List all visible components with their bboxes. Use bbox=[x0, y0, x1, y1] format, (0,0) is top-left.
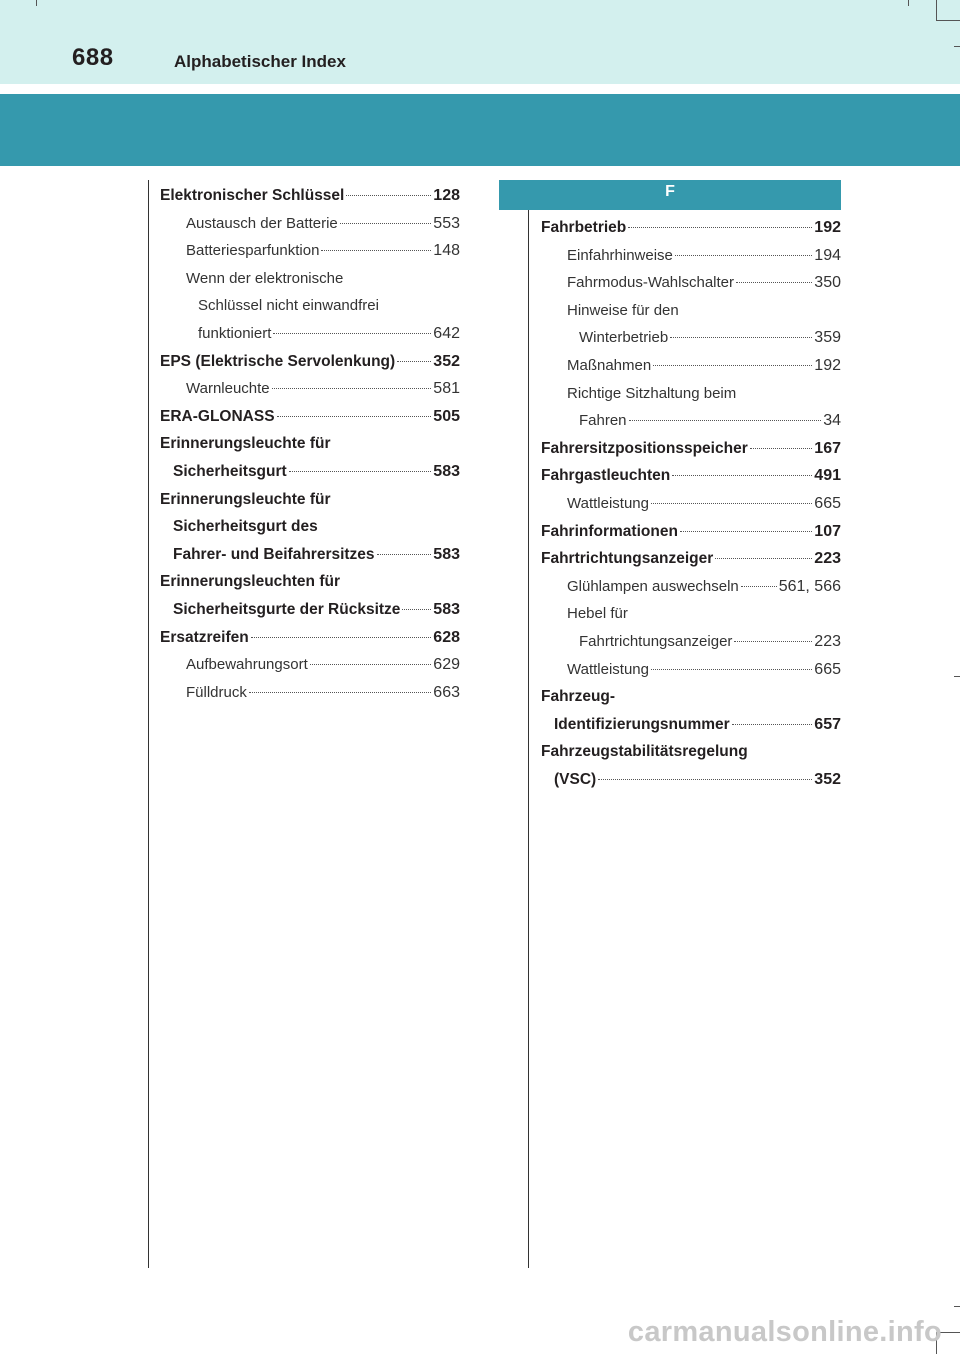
index-entry-label: Batteriesparfunktion bbox=[186, 242, 320, 260]
dot-leader bbox=[672, 462, 812, 476]
dot-leader bbox=[715, 545, 812, 559]
index-entry-label: Winterbetrieb bbox=[579, 329, 669, 347]
index-entry-label: Fahrtrichtungsanzeiger bbox=[541, 550, 714, 568]
dot-leader bbox=[340, 210, 432, 224]
crop-mark bbox=[908, 0, 909, 6]
index-entry-page[interactable]: 629 bbox=[433, 656, 460, 674]
index-entry-page[interactable]: 192 bbox=[814, 356, 841, 374]
index-entry bbox=[541, 518, 841, 546]
index-entry bbox=[541, 766, 841, 794]
section-title: Alphabetischer Index bbox=[174, 52, 346, 71]
letter-heading: F bbox=[499, 180, 841, 210]
index-entry-label: Fahrmodus-Wahlschalter bbox=[567, 274, 734, 292]
index-entry-label: Erinnerungsleuchte für bbox=[160, 435, 331, 453]
dot-leader bbox=[598, 766, 812, 780]
index-entry-page[interactable]: 583 bbox=[433, 545, 460, 563]
index-entry-page[interactable]: 359 bbox=[814, 329, 841, 347]
index-entry-label: Fahrersitzpositionsspeicher bbox=[541, 439, 748, 457]
index-entry-label: Sicherheitsgurt des bbox=[173, 518, 318, 536]
index-entry-page[interactable]: 352 bbox=[814, 770, 841, 788]
index-entry bbox=[541, 214, 841, 242]
index-entry-label: Wenn der elektronische bbox=[186, 269, 344, 287]
index-entry-label: ERA-GLONASS bbox=[160, 407, 275, 425]
index-entry-label: (VSC) bbox=[554, 770, 597, 788]
index-entry-label: Einfahrhinweise bbox=[567, 246, 673, 264]
index-entry-label: funktioniert bbox=[198, 324, 272, 342]
index-entry-page[interactable]: 167 bbox=[814, 439, 841, 457]
index-column-right bbox=[541, 214, 841, 793]
dot-leader bbox=[651, 490, 812, 504]
dot-leader bbox=[651, 656, 812, 670]
index-entry bbox=[541, 683, 841, 711]
index-entry-page[interactable]: 553 bbox=[433, 214, 460, 232]
dot-leader bbox=[653, 352, 812, 366]
index-entry-label: Austausch der Batterie bbox=[186, 214, 338, 232]
index-entry bbox=[160, 486, 460, 514]
index-entry-label: Fahren bbox=[579, 412, 627, 430]
index-entry-label: Fülldruck bbox=[186, 683, 247, 701]
index-entry bbox=[160, 651, 460, 679]
index-entry bbox=[541, 435, 841, 463]
index-entry-label: Fahrbetrieb bbox=[541, 219, 627, 236]
center-column-rule bbox=[528, 180, 529, 1268]
dot-leader bbox=[734, 628, 812, 642]
index-entry-label: Erinnerungsleuchten für bbox=[160, 573, 340, 591]
dot-leader bbox=[670, 324, 812, 338]
crop-mark bbox=[954, 46, 960, 47]
index-entry-page[interactable]: 665 bbox=[814, 660, 841, 678]
crop-mark bbox=[936, 20, 960, 21]
index-entry bbox=[160, 237, 460, 265]
index-entry bbox=[541, 352, 841, 380]
index-entry-label: Hinweise für den bbox=[567, 301, 679, 319]
dot-leader bbox=[628, 214, 812, 228]
index-entry bbox=[541, 380, 841, 408]
dot-leader bbox=[402, 596, 431, 610]
index-entry bbox=[160, 375, 460, 403]
index-entry-label: Fahrzeugstabilitätsregelung bbox=[541, 743, 748, 761]
index-entry-page[interactable]: 491 bbox=[814, 467, 841, 485]
index-entry bbox=[541, 656, 841, 684]
dot-leader bbox=[346, 182, 431, 196]
index-entry bbox=[160, 182, 460, 210]
index-entry-page[interactable]: 194 bbox=[814, 246, 841, 264]
dot-leader bbox=[277, 403, 432, 417]
index-entry-label: Wattleistung bbox=[567, 660, 649, 678]
index-entry bbox=[160, 458, 460, 486]
index-entry-page[interactable]: 583 bbox=[433, 600, 460, 618]
dot-leader bbox=[272, 375, 432, 389]
crop-mark bbox=[36, 0, 37, 6]
index-entry bbox=[160, 679, 460, 707]
index-entry-page[interactable]: 148 bbox=[433, 242, 460, 260]
index-entry-label: Hebel für bbox=[567, 605, 628, 623]
dot-leader bbox=[289, 458, 432, 472]
dot-leader bbox=[249, 679, 431, 693]
dot-leader bbox=[732, 711, 813, 725]
index-entry-label: Aufbewahrungsort bbox=[186, 656, 308, 674]
index-entry bbox=[160, 320, 460, 348]
index-entry bbox=[160, 265, 460, 293]
index-entry bbox=[541, 324, 841, 352]
index-entry-label: Wattleistung bbox=[567, 494, 649, 512]
dot-leader bbox=[251, 624, 432, 638]
index-entry bbox=[541, 462, 841, 490]
index-entry bbox=[541, 407, 841, 435]
index-entry bbox=[541, 242, 841, 270]
index-entry-page[interactable]: 628 bbox=[433, 628, 460, 646]
crop-mark bbox=[954, 1306, 960, 1307]
index-entry-label: Ersatzreifen bbox=[160, 628, 249, 646]
index-entry-label: Elektronischer Schlüssel bbox=[160, 187, 345, 204]
index-entry bbox=[160, 596, 460, 624]
index-entry-page[interactable]: 663 bbox=[433, 683, 460, 701]
index-entry-label: Sicherheitsgurt bbox=[173, 462, 287, 480]
index-entry-page[interactable]: 192 bbox=[814, 219, 841, 236]
index-entry-page[interactable]: 34 bbox=[823, 412, 841, 430]
index-entry-page[interactable]: 561, 566 bbox=[778, 577, 841, 595]
index-entry-page[interactable]: 657 bbox=[814, 715, 841, 733]
dot-leader bbox=[321, 237, 431, 251]
index-entry bbox=[160, 624, 460, 652]
dot-leader bbox=[310, 651, 432, 665]
dot-leader bbox=[741, 573, 777, 587]
index-entry bbox=[541, 573, 841, 601]
page-header bbox=[0, 0, 960, 84]
index-entry-page[interactable]: 505 bbox=[433, 407, 460, 425]
index-entry bbox=[160, 210, 460, 238]
dot-leader bbox=[377, 541, 432, 555]
watermark: carmanualsonline.info bbox=[627, 1316, 942, 1348]
index-entry bbox=[160, 430, 460, 458]
index-entry-page[interactable]: 642 bbox=[433, 324, 460, 342]
dot-leader bbox=[629, 407, 822, 421]
index-entry-label: Fahrzeug- bbox=[541, 688, 616, 706]
index-entry-page[interactable]: 352 bbox=[433, 352, 460, 370]
index-entry-label: Fahrinformationen bbox=[541, 522, 678, 540]
crop-mark bbox=[954, 676, 960, 677]
page-number: 688 bbox=[72, 44, 114, 71]
index-entry bbox=[160, 292, 460, 320]
index-entry bbox=[160, 403, 460, 431]
index-entry bbox=[541, 738, 841, 766]
index-entry-label: Fahrer- und Beifahrersitzes bbox=[173, 545, 375, 563]
left-column-rule bbox=[148, 180, 149, 1268]
index-entry bbox=[541, 269, 841, 297]
dot-leader bbox=[750, 435, 813, 449]
dot-leader bbox=[736, 269, 812, 283]
dot-leader bbox=[675, 242, 812, 256]
index-entry bbox=[541, 297, 841, 325]
index-entry-label: Warnleuchte bbox=[186, 380, 270, 398]
index-entry-label: Glühlampen auswechseln bbox=[567, 577, 739, 595]
index-entry bbox=[160, 348, 460, 376]
index-entry-page[interactable]: 581 bbox=[433, 380, 460, 398]
index-entry-page[interactable]: 128 bbox=[433, 187, 460, 204]
index-entry-label: Fahrtrichtungsanzeiger bbox=[579, 632, 733, 650]
index-entry bbox=[541, 490, 841, 518]
index-entry bbox=[541, 600, 841, 628]
header-band bbox=[0, 94, 960, 166]
dot-leader bbox=[273, 320, 431, 334]
index-entry-page[interactable]: 107 bbox=[814, 522, 841, 540]
index-entry-label: EPS (Elektrische Servolenkung) bbox=[160, 352, 396, 370]
index-entry-page[interactable]: 665 bbox=[814, 494, 841, 512]
index-entry-label: Erinnerungsleuchte für bbox=[160, 490, 331, 508]
index-entry-page[interactable]: 223 bbox=[814, 632, 841, 650]
index-entry bbox=[160, 513, 460, 541]
index-entry-label: Maßnahmen bbox=[567, 356, 652, 374]
index-column-left bbox=[160, 182, 460, 706]
index-entry bbox=[541, 711, 841, 739]
index-entry-label: Richtige Sitzhaltung beim bbox=[567, 384, 737, 402]
index-entry bbox=[160, 541, 460, 569]
index-entry-label: Sicherheitsgurte der Rücksitze bbox=[173, 600, 401, 618]
index-entry-label: Schlüssel nicht einwandfrei bbox=[198, 297, 379, 315]
index-entry-page[interactable]: 223 bbox=[814, 550, 841, 568]
index-entry bbox=[160, 568, 460, 596]
crop-mark bbox=[936, 0, 937, 20]
dot-leader bbox=[680, 518, 812, 532]
index-entry-label: Identifizierungsnummer bbox=[554, 715, 730, 733]
index-entry-page[interactable]: 350 bbox=[814, 274, 841, 292]
index-entry bbox=[541, 628, 841, 656]
dot-leader bbox=[397, 348, 431, 362]
index-entry-label: Fahrgastleuchten bbox=[541, 467, 671, 485]
index-entry bbox=[541, 545, 841, 573]
index-entry-page[interactable]: 583 bbox=[433, 462, 460, 480]
